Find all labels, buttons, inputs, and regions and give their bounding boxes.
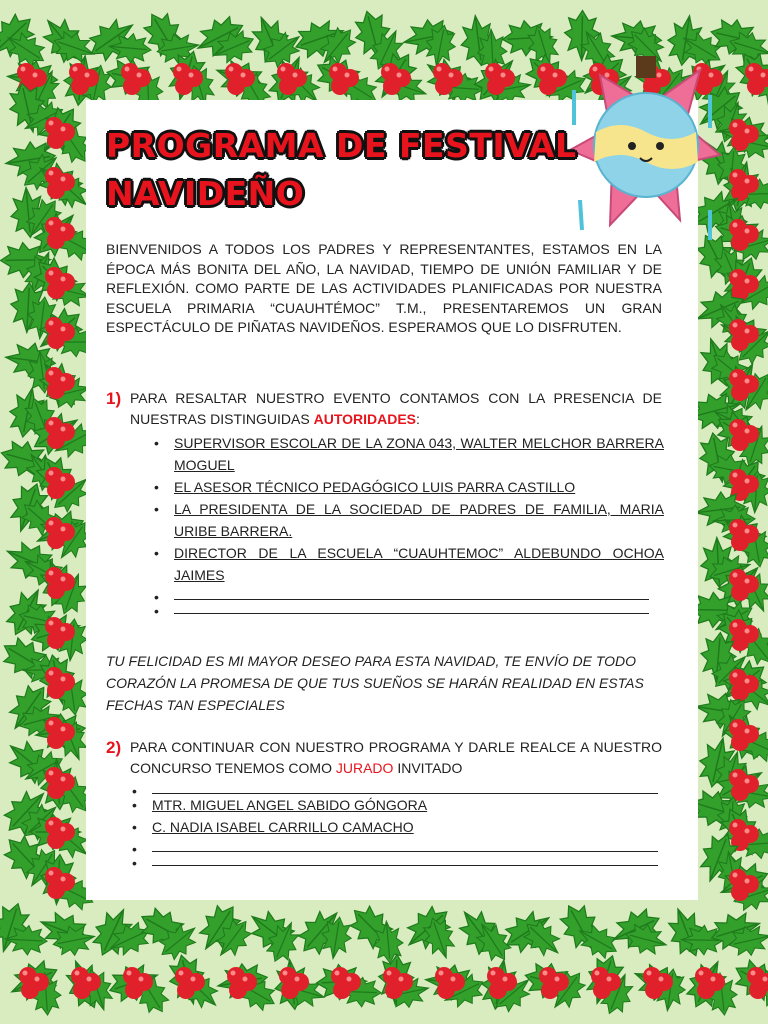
list-item: • C. NADIA ISABEL CARRILLO CAMACHO [130, 816, 658, 838]
section-2-text: PARA CONTINUAR CON NUESTRO PROGRAMA Y DARLE REALCE A NUESTRO CONCURSO TENEMOS COMO [130, 739, 662, 776]
section-1-heading [106, 388, 662, 430]
section-2-highlight: JURADO [335, 760, 394, 776]
section-1-number: 1) [106, 389, 122, 408]
blank-line-item [152, 600, 649, 614]
list-item: • DIRECTOR DE LA ESCUELA “CUAUHTEMOC” ALDEBUNDO OCHOA JAIMES [152, 542, 664, 586]
page-title [106, 122, 577, 218]
section-1-text: PARA RESALTAR NUESTRO EVENTO CONTAMOS CON LA PRESENCIA DE NUESTRAS DISTINGUIDAS [130, 390, 662, 427]
jury-list [130, 780, 658, 866]
list-item: • LA PRESIDENTA DE LA SOCIEDAD DE PADRES DE FAMILIA, MARIA URIBE BARRERA. [152, 498, 664, 542]
list-item: • MTR. MIGUEL ANGEL SABIDO GÓNGORA [130, 794, 658, 816]
blank-line-item [152, 586, 649, 600]
section-2-number: 2) [106, 738, 122, 757]
title-line-1: PROGRAMA DE FESTIVAL [106, 126, 577, 165]
list-item: • EL ASESOR TÉCNICO PEDAGÓGICO LUIS PARRA CASTILLO [152, 476, 664, 498]
section-2-text-end: INVITADO [393, 760, 463, 776]
christmas-quote: TU FELICIDAD ES MI MAYOR DESEO PARA ESTA NAVIDAD, TE ENVÍO DE TODO CORAZÓN LA PROMESA DE QUE TUS SUEÑOS SE HARÁN REALIDAD EN ESTAS FECHAS TAN ESPECIALES [106, 653, 644, 713]
blank-line-item [130, 780, 658, 794]
section-2-heading [106, 737, 662, 779]
authorities-list [152, 432, 664, 614]
intro-paragraph: BIENVENIDOS A TODOS LOS PADRES Y REPRESENTANTES, ESTAMOS EN LA ÉPOCA MÁS BONITA DEL AÑO, LA NAVIDAD, TIEMPO DE UNIÓN FAMILIAR Y DE REFLEXIÓN. COMO PARTE DE LAS ACTIVIDADES PLANIFICADAS POR NUESTRA ESCUELA PRIMARIA “CUAUHTÉMOC” T.M., PRESENTAREMOS UN GRAN ESPECTÁCULO DE PIÑATAS NAVIDEÑOS. ESPERAMOS QUE LO DISFRUTEN. [106, 241, 662, 335]
pinata-ornament-icon [560, 50, 730, 245]
blank-line-item [130, 852, 658, 866]
section-1-highlight: AUTORIDADES [313, 411, 417, 427]
holly-leaf-icon [137, 5, 193, 66]
title-line-2: NAVIDEÑO [106, 174, 305, 213]
section-1-text-end: : [416, 411, 420, 427]
list-item: • SUPERVISOR ESCOLAR DE LA ZONA 043, WALTER MELCHOR BARRERA MOGUEL [152, 432, 664, 476]
blank-line-item [130, 838, 658, 852]
